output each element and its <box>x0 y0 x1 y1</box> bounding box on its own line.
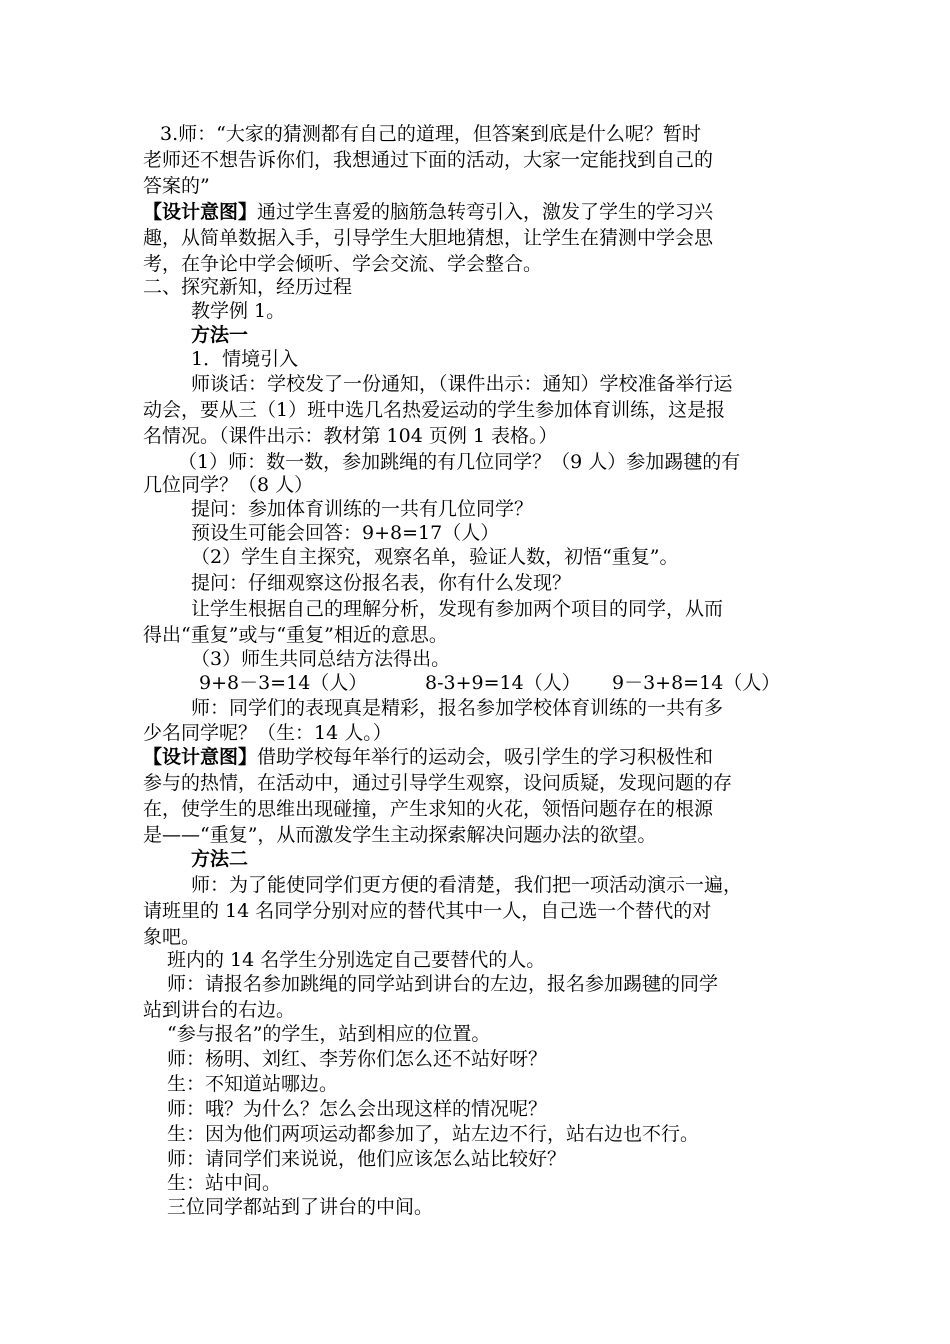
paragraph-line: 几位同学？（8 人） <box>143 474 314 496</box>
method-two-heading: 方法二 <box>191 848 249 870</box>
equation-1: 9+8－3=14（人） <box>199 672 368 694</box>
paragraph-line: 1．情境引入 <box>191 348 299 370</box>
paragraph-line: 师：哦？为什么？怎么会出现这样的情况呢？ <box>167 1098 548 1120</box>
paragraph-line: “参与报名”的学生，站到相应的位置。 <box>167 1023 491 1045</box>
paragraph-line: 少名同学呢？（生：14 人。） <box>143 722 392 744</box>
paragraph-line: 请班里的 14 名同学分别对应的替代其中一人，自己选一个替代的对 <box>143 900 712 922</box>
design-intent-text: 借助学校每年举行的运动会，吸引学生的学习积极性和 <box>257 746 714 768</box>
paragraph-line: 生：不知道站哪边。 <box>167 1073 339 1095</box>
paragraph-line: 预设生可能会回答：9+8=17（人） <box>191 522 500 544</box>
paragraph-line: 生：因为他们两项运动都参加了，站左边不行，站右边也不行。 <box>167 1123 700 1145</box>
paragraph-line: 三位同学都站到了讲台的中间。 <box>167 1196 434 1218</box>
paragraph-line: 班内的 14 名学生分别选定自己要替代的人。 <box>167 949 546 971</box>
paragraph-line: 师：同学们的表现真是精彩，报名参加学校体育训练的一共有多 <box>191 697 724 719</box>
section-heading: 二、探究新知，经历过程 <box>143 276 353 298</box>
design-intent-line <box>143 199 713 225</box>
paragraph-line: 让学生根据自己的理解分析，发现有参加两个项目的同学，从而 <box>191 598 724 620</box>
paragraph-line: 师：请报名参加跳绳的同学站到讲台的左边，报名参加踢毽的同学 <box>167 973 719 995</box>
paragraph-line: 名情况。（课件出示：教材第 104 页例 1 表格。） <box>143 425 558 447</box>
paragraph-line: 考，在争论中学会倾听、学会交流、学会整合。 <box>143 253 543 275</box>
paragraph-line: 提问：参加体育训练的一共有几位同学？ <box>191 498 534 520</box>
paragraph-line: 提问：仔细观察这份报名表，你有什么发现？ <box>191 572 572 594</box>
paragraph-line: 3.师：“大家的猜测都有自己的道理，但答案到底是什么呢？暂时 <box>160 123 701 145</box>
paragraph-line: 象吧。 <box>143 926 201 948</box>
paragraph-line: 在，使学生的思维出现碰撞，产生求知的火花，领悟问题存在的根源 <box>143 798 714 820</box>
paragraph-line: 教学例 1。 <box>191 300 286 322</box>
paragraph-line: 师：请同学们来说说，他们应该怎么站比较好？ <box>167 1148 567 1170</box>
paragraph-line: （1）师：数一数，参加跳绳的有几位同学？（9 人）参加踢毽的有 <box>178 451 741 473</box>
paragraph-line: 趣，从简单数据入手，引导学生大胆地猜想，让学生在猜测中学会思 <box>143 227 714 249</box>
paragraph-line: 参与的热情，在活动中，通过引导学生观察，设问质疑，发现问题的存 <box>143 772 733 794</box>
design-intent-label: 【设计意图】 <box>143 746 258 768</box>
method-one-heading: 方法一 <box>191 324 249 346</box>
paragraph-line: （3）师生共同总结方法得出。 <box>191 648 451 670</box>
paragraph-line: 站到讲台的右边。 <box>143 999 296 1021</box>
paragraph-line: 师：为了能使同学们更方便的看清楚，我们把一项活动演示一遍， <box>191 874 743 896</box>
paragraph-line: 师：杨明、刘红、李芳你们怎么还不站好呀？ <box>167 1048 548 1070</box>
paragraph-line: 动会，要从三（1）班中选几名热爱运动的学生参加体育训练，这是报 <box>143 399 726 421</box>
design-intent-label: 【设计意图】 <box>143 201 258 223</box>
paragraph-line: 得出“重复”或与“重复”相近的意思。 <box>143 624 448 646</box>
equation-3: 9－3+8=14（人） <box>612 672 781 694</box>
design-intent-text: 通过学生喜爱的脑筋急转弯引入，激发了学生的学习兴 <box>257 201 714 223</box>
paragraph-line: （2）学生自主探究，观察名单，验证人数，初悟“重复”。 <box>191 546 679 568</box>
paragraph-line: 答案的” <box>143 175 210 197</box>
paragraph-line: 生：站中间。 <box>167 1172 282 1194</box>
equation-2: 8-3+9=14（人） <box>425 672 581 694</box>
paragraph-line: 是——“重复”，从而激发学生主动探索解决问题办法的欲望。 <box>143 824 657 846</box>
paragraph-line: 师谈话：学校发了一份通知，（课件出示：通知）学校准备举行运 <box>191 373 733 395</box>
design-intent-line <box>143 744 713 770</box>
paragraph-line: 老师还不想告诉你们，我想通过下面的活动，大家一定能找到自己的 <box>143 149 714 171</box>
